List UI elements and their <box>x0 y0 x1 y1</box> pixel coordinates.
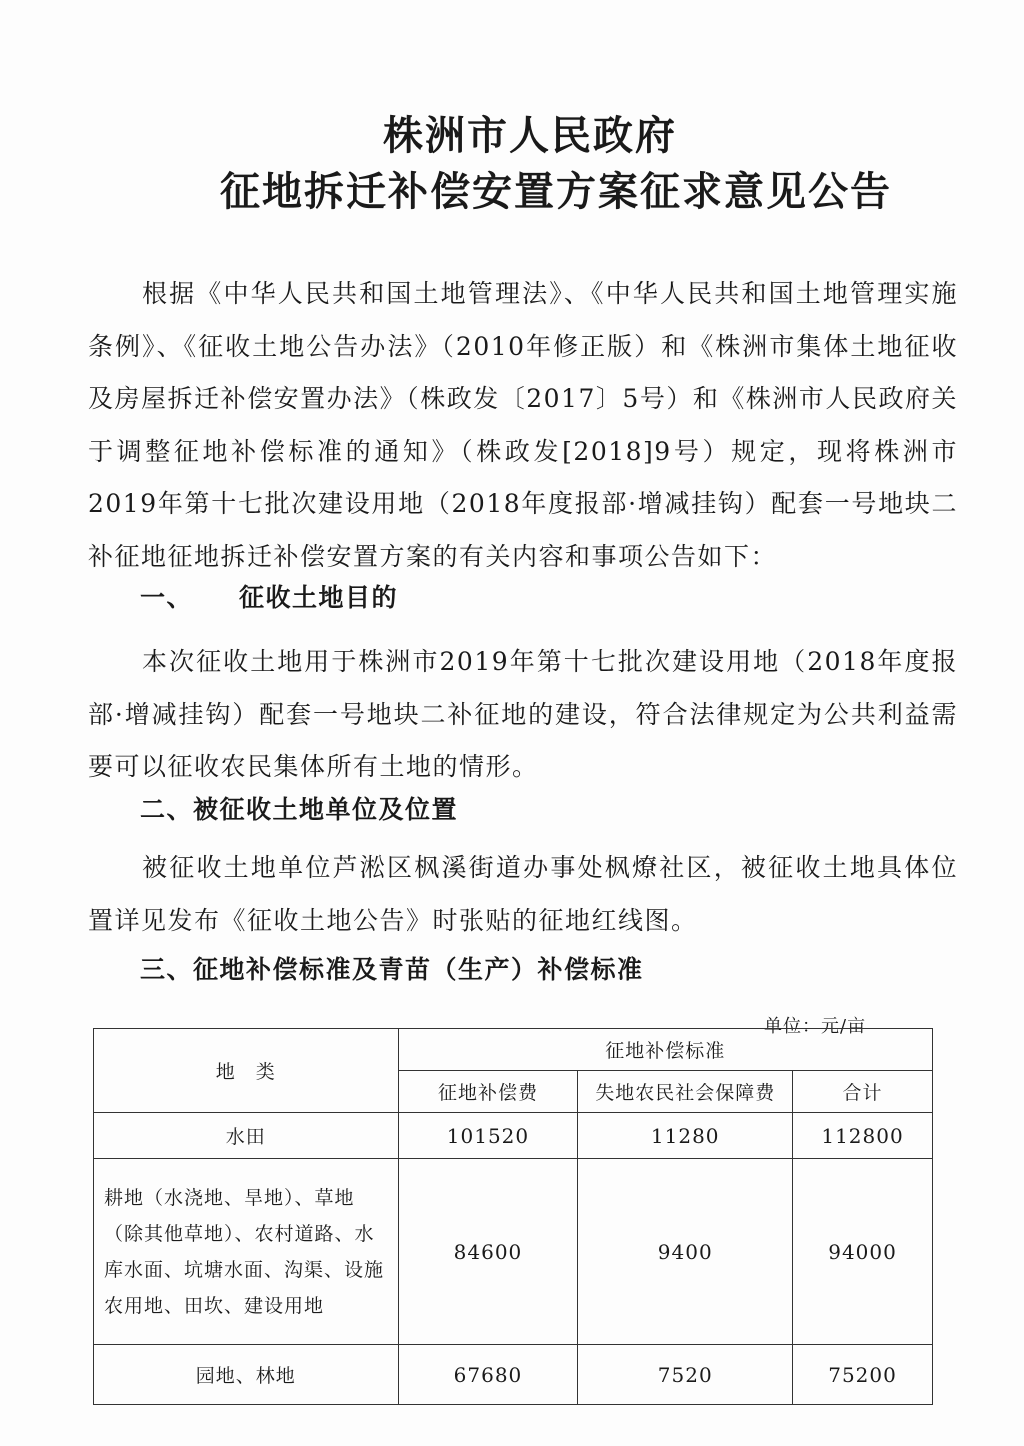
table-row <box>94 1159 933 1345</box>
intro-paragraph: 根据《中华人民共和国土地管理法》、《中华人民共和国土地管理实施条例》、《征收土地公告办法》（2010年修正版）和《株洲市集体土地征收及房屋拆迁补偿安置办法》（株政发〔2017〕5号）和《株洲市人民政府关于调整征地补偿标准的通知》（株政发[2018]9号）规定，现将株洲市2019年第十七批次建设用地（2018年度报部·增减挂钩）配套一号地块二补征地征地拆迁补偿安置方案的有关内容和事项公告如下： <box>88 279 958 571</box>
document-title-line2: 征地拆迁补偿安置方案征求意见公告 <box>220 168 892 215</box>
row-landtype: 耕地（水浇地、旱地）、草地（除其他草地）、农村道路、水库水面、坑塘水面、沟渠、设施农用地、田坎、建设用地 <box>94 1159 399 1345</box>
row-total: 112800 <box>793 1113 933 1159</box>
section3-heading: 三、征地补偿标准及青苗（生产）补偿标准 <box>140 955 644 984</box>
section2-text: 被征收土地单位芦淞区枫溪街道办事处枫燎社区，被征收土地具体位置详见发布《征收土地公告》时张贴的征地红线图。 <box>88 853 958 935</box>
header-social-security-fee: 失地农民社会保障费 <box>578 1071 793 1113</box>
table-row <box>94 1345 933 1405</box>
row-landtype: 水田 <box>94 1113 399 1159</box>
section1-number: 一、 <box>140 583 194 612</box>
header-land-compensation-fee: 征地补偿费 <box>398 1071 578 1113</box>
compensation-table <box>93 1028 933 1405</box>
section1-heading <box>140 578 398 618</box>
row-social-security-fee: 11280 <box>578 1113 793 1159</box>
table-header-row <box>94 1029 933 1071</box>
header-landtype: 地 类 <box>94 1029 399 1113</box>
row-total: 94000 <box>793 1159 933 1345</box>
header-compensation-standard: 征地补偿标准 <box>398 1029 932 1071</box>
section1-text: 本次征收土地用于株洲市2019年第十七批次建设用地（2018年度报部·增减挂钩）配套一号地块二补征地的建设，符合法律规定为公共利益需要可以征收农民集体所有土地的情形。 <box>88 647 958 781</box>
document-title-line1: 株洲市人民政府 <box>383 112 677 159</box>
section1-title: 征收土地目的 <box>239 583 399 612</box>
row-total: 75200 <box>793 1345 933 1405</box>
section2-heading: 二、被征收土地单位及位置 <box>140 795 459 824</box>
row-social-security-fee: 7520 <box>578 1345 793 1405</box>
table-row <box>94 1113 933 1159</box>
header-total: 合计 <box>793 1071 933 1113</box>
row-social-security-fee: 9400 <box>578 1159 793 1345</box>
row-landtype: 园地、林地 <box>94 1345 399 1405</box>
table-unit-label: 单位：元/亩 <box>764 1016 867 1037</box>
row-compensation-fee: 101520 <box>398 1113 578 1159</box>
row-compensation-fee: 84600 <box>398 1159 578 1345</box>
row-compensation-fee: 67680 <box>398 1345 578 1405</box>
